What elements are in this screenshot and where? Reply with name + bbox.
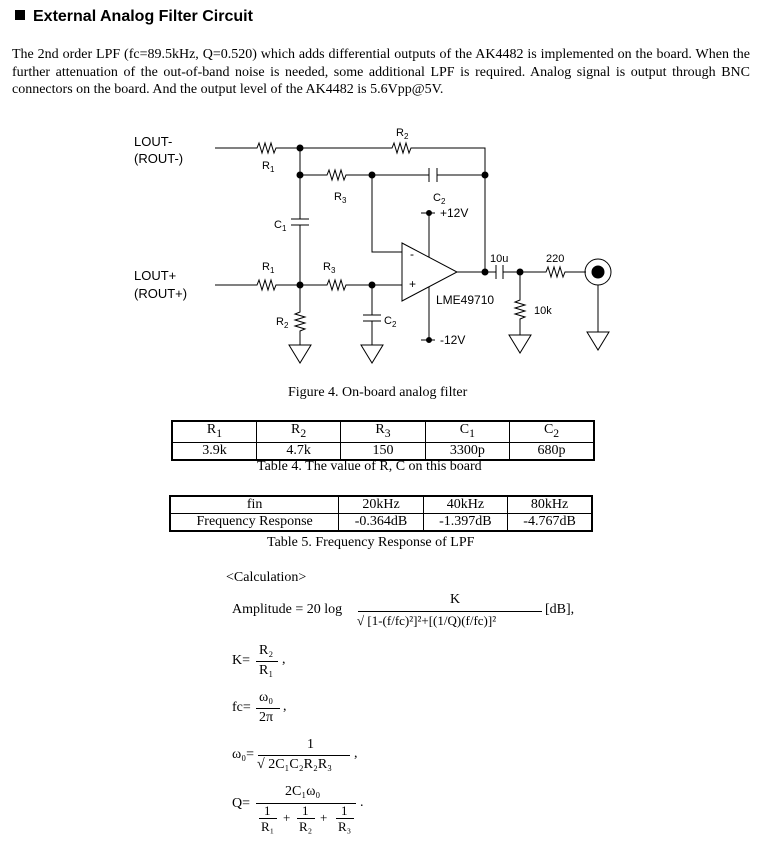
table5-frequency-response	[169, 495, 593, 532]
q-term1-numerator: 1	[264, 803, 271, 818]
table5-cell: -4.767dB	[508, 514, 592, 532]
table4-header: $R_1$	[172, 421, 256, 442]
r2-bottom-label: $R_2$	[276, 316, 289, 330]
r3-top-resistor	[300, 170, 372, 180]
cap-out-label: 10u	[490, 253, 509, 265]
c2-top-label: $C_2$	[433, 192, 446, 206]
fc-numerator: ω₀	[259, 690, 274, 705]
amplitude-fraction-bar	[358, 611, 542, 612]
q-numerator: 2C₁ω₀	[285, 784, 321, 799]
ground-icon	[509, 335, 531, 353]
omega0-denominator: √ 2C₁C₂R₂R₃	[257, 757, 333, 772]
r2-feedback-resistor	[300, 143, 485, 175]
q-term1-denominator: R₁	[261, 819, 275, 834]
r1-bottom-resistor	[215, 280, 300, 290]
r2-ground-resistor	[295, 285, 305, 345]
bnc-connector-icon	[585, 259, 611, 350]
r1-top-label: $R_1$	[262, 160, 275, 174]
k-fraction-bar	[256, 661, 278, 662]
ground-icon	[289, 345, 311, 363]
table5-header: 40kHz	[423, 496, 507, 514]
op-amp-inverting-label: -	[410, 247, 414, 261]
table4-cell: 4.7k	[256, 442, 340, 460]
filter-schematic	[0, 0, 767, 400]
intro-paragraph: The 2nd order LPF (fc=89.5kHz, Q=0.520) which adds differential outputs of the AK4482 is implemented on the board. When the further attenuation of the out-of-band noise is needed, some additional LPF is required. Analog signal is output through BNC connectors on the board. And the output level of the AK4482 is 5.6Vpp@5V.	[12, 47, 750, 97]
heading-text: External Analog Filter Circuit	[33, 8, 253, 25]
rout-plus-label: (ROUT+)	[134, 286, 188, 301]
rout-minus-label: (ROUT-)	[134, 151, 184, 166]
op-amp-noninverting-label: +	[409, 277, 417, 291]
q-lhs: Q=	[232, 796, 251, 811]
q-term2-denominator: R₂	[299, 819, 313, 834]
r-load-label: 10k	[534, 305, 552, 317]
q-term3-numerator: 1	[341, 803, 348, 818]
k-comma: ,	[282, 652, 286, 667]
omega0-numerator: 1	[307, 737, 314, 752]
table4-caption: Table 4. The value of R, C on this board	[257, 459, 482, 474]
table4-cell: 150	[341, 442, 425, 460]
table4-header: $C_2$	[510, 421, 594, 442]
fc-fraction-bar	[256, 708, 280, 709]
lout-minus-label: LOUT-	[134, 134, 173, 149]
table5-cell: -1.397dB	[423, 514, 507, 532]
amplitude-unit: [dB],	[545, 602, 575, 617]
c2-ground-capacitor	[363, 285, 381, 345]
calculation-title: <Calculation>	[226, 570, 307, 585]
lout-plus-label: LOUT+	[134, 268, 177, 283]
table4-header: $R_3$	[341, 421, 425, 442]
table5-cell: Frequency Response	[170, 514, 339, 532]
ground-icon	[361, 345, 383, 363]
table4-cell: 680p	[510, 442, 594, 460]
figure4-caption: Figure 4. On-board analog filter	[288, 385, 468, 400]
fc-comma: ,	[283, 699, 287, 714]
r-out-label: 220	[546, 253, 565, 265]
q-term3-denominator: R₃	[338, 819, 352, 834]
fc-lhs: fc=	[232, 700, 251, 715]
omega0-comma: ,	[354, 746, 358, 761]
omega0-lhs: ω₀=	[232, 747, 254, 762]
r3-bottom-resistor	[300, 280, 372, 290]
amplitude-numerator: K	[450, 592, 461, 607]
q-plus-2: +	[320, 810, 328, 825]
amplitude-lhs: Amplitude = 20 log	[232, 602, 343, 617]
fc-denominator: 2π	[259, 710, 274, 725]
table4-cell: 3.9k	[172, 442, 256, 460]
load-resistor	[515, 272, 525, 335]
table5-header: 20kHz	[339, 496, 423, 514]
omega0-fraction-bar	[258, 755, 350, 756]
table5-caption: Table 5. Frequency Response of LPF	[267, 535, 475, 550]
q-term2-numerator: 1	[302, 803, 309, 818]
r3-bottom-label: $R_3$	[323, 261, 336, 275]
c1-label: $C_1$	[274, 219, 287, 233]
table5-header: 80kHz	[508, 496, 592, 514]
output-series-resistor	[520, 267, 586, 277]
k-denominator: R₁	[259, 663, 274, 678]
k-numerator: R₂	[259, 643, 274, 658]
q-plus-1: +	[283, 810, 291, 825]
k-lhs: K=	[232, 653, 251, 668]
c2-bottom-label: $C_2$	[384, 315, 397, 329]
r3-top-label: $R_3$	[334, 191, 347, 205]
c1-capacitor	[291, 219, 309, 225]
r2-top-label: $R_2$	[396, 127, 409, 141]
output-coupling-capacitor	[485, 265, 520, 279]
table4-header: $R_2$	[256, 421, 340, 442]
table4-header: $C_1$	[425, 421, 509, 442]
table5-header: fin	[170, 496, 339, 514]
q-period: .	[360, 795, 364, 810]
r1-bottom-label: $R_1$	[262, 261, 275, 275]
r1-top-resistor	[215, 143, 300, 153]
amplitude-denominator: √ [1-(f/fc)²]²+[(1/Q)(f/fc)]²	[357, 613, 497, 628]
supply-positive-label: +12V	[440, 206, 469, 220]
table4-rc-values	[171, 420, 595, 461]
table5-cell: -0.364dB	[339, 514, 423, 532]
supply-negative-label: -12V	[440, 333, 466, 347]
table4-cell: 3300p	[425, 442, 509, 460]
op-amp-part-label: LME49710	[436, 293, 495, 307]
